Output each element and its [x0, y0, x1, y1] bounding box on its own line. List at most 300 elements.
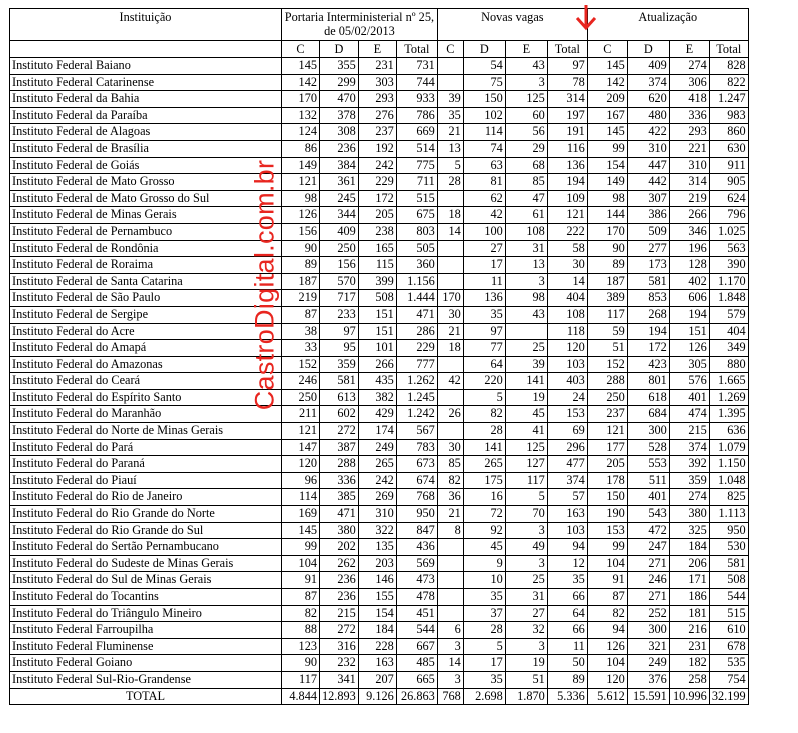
table-cell: 515 — [709, 605, 748, 622]
table-cell: 950 — [709, 522, 748, 539]
institution-name: Instituto Federal Baiano — [10, 58, 282, 75]
table-row — [10, 671, 749, 688]
table-cell: 170 — [282, 91, 320, 108]
table-cell: 35 — [463, 671, 505, 688]
table-cell — [437, 389, 463, 406]
institution-name: Instituto Federal do Sul de Minas Gerais — [10, 572, 282, 589]
table-cell: 154 — [587, 157, 627, 174]
table-cell: 173 — [627, 257, 669, 274]
table-cell: 249 — [358, 439, 396, 456]
table-cell: 277 — [627, 240, 669, 257]
table-cell: 64 — [463, 356, 505, 373]
table-cell: 246 — [282, 373, 320, 390]
institution-name: Instituto Federal de Roraima — [10, 257, 282, 274]
table-cell: 308 — [320, 124, 359, 141]
table-cell: 3 — [437, 671, 463, 688]
table-cell: 535 — [709, 655, 748, 672]
table-cell: 266 — [358, 356, 396, 373]
table-row — [10, 605, 749, 622]
table-cell: 950 — [396, 506, 437, 523]
table-cell: 151 — [669, 323, 709, 340]
table-cell: 60 — [505, 107, 547, 124]
table-cell: 11 — [547, 638, 587, 655]
table-cell: 3 — [505, 74, 547, 91]
table-cell: 31 — [505, 240, 547, 257]
table-cell: 103 — [547, 522, 587, 539]
table-cell: 72 — [463, 506, 505, 523]
table-cell: 167 — [587, 107, 627, 124]
table-cell: 618 — [627, 389, 669, 406]
table-cell: 126 — [282, 207, 320, 224]
table-cell: 471 — [396, 306, 437, 323]
header-subcol: D — [627, 41, 669, 58]
table-cell: 155 — [358, 589, 396, 606]
table-cell: 250 — [587, 389, 627, 406]
table-cell: 422 — [627, 124, 669, 141]
table-cell: 228 — [358, 638, 396, 655]
institution-name: Instituto Federal de Santa Catarina — [10, 273, 282, 290]
table-cell: 1.242 — [396, 406, 437, 423]
table-cell: 61 — [505, 207, 547, 224]
table-cell: 570 — [320, 273, 359, 290]
table-row — [10, 207, 749, 224]
table-cell: 66 — [547, 622, 587, 639]
header-subcol: C — [437, 41, 463, 58]
table-cell: 104 — [587, 555, 627, 572]
table-row — [10, 655, 749, 672]
table-cell: 91 — [282, 572, 320, 589]
table-cell: 310 — [669, 157, 709, 174]
table-cell: 3 — [505, 522, 547, 539]
table-cell: 360 — [396, 257, 437, 274]
table-row — [10, 223, 749, 240]
table-cell: 94 — [547, 539, 587, 556]
institution-name: Instituto Federal do Sertão Pernambucano — [10, 539, 282, 556]
table-cell: 349 — [709, 340, 748, 357]
vacancies-table — [9, 8, 749, 705]
table-cell: 82 — [437, 472, 463, 489]
table-cell: 82 — [282, 605, 320, 622]
institution-name: Instituto Federal de Brasília — [10, 140, 282, 157]
table-body — [10, 58, 749, 705]
table-cell: 232 — [320, 655, 359, 672]
table-cell: 121 — [282, 423, 320, 440]
table-cell: 82 — [587, 605, 627, 622]
table-cell — [437, 539, 463, 556]
table-cell: 544 — [396, 622, 437, 639]
table-cell: 306 — [669, 74, 709, 91]
table-cell: 87 — [282, 589, 320, 606]
table-cell: 389 — [587, 290, 627, 307]
table-cell: 429 — [358, 406, 396, 423]
table-cell: 933 — [396, 91, 437, 108]
table-cell: 346 — [669, 223, 709, 240]
institution-name: Instituto Federal do Paraná — [10, 456, 282, 473]
table-row — [10, 622, 749, 639]
table-cell: 480 — [627, 107, 669, 124]
table-cell: 581 — [709, 555, 748, 572]
table-cell: 314 — [547, 91, 587, 108]
table-cell: 151 — [358, 323, 396, 340]
table-cell: 359 — [669, 472, 709, 489]
table-cell: 265 — [358, 456, 396, 473]
table-cell: 194 — [669, 306, 709, 323]
table-cell: 97 — [547, 58, 587, 75]
table-row — [10, 190, 749, 207]
table-row — [10, 290, 749, 307]
table-cell: 125 — [505, 91, 547, 108]
table-cell: 28 — [437, 174, 463, 191]
table-cell: 860 — [709, 124, 748, 141]
table-cell: 117 — [505, 472, 547, 489]
table-cell: 147 — [282, 439, 320, 456]
table-cell: 508 — [358, 290, 396, 307]
table-cell: 98 — [587, 190, 627, 207]
table-cell: 15.591 — [627, 688, 669, 705]
table-cell: 269 — [358, 489, 396, 506]
table-cell: 150 — [587, 489, 627, 506]
table-cell: 216 — [669, 622, 709, 639]
table-cell: 11 — [463, 273, 505, 290]
table-cell: 624 — [709, 190, 748, 207]
table-cell: 1.870 — [505, 688, 547, 705]
table-cell: 26.863 — [396, 688, 437, 705]
table-row — [10, 174, 749, 191]
table-cell: 63 — [463, 157, 505, 174]
table-cell — [437, 190, 463, 207]
table-cell: 87 — [587, 589, 627, 606]
table-cell: 145 — [282, 58, 320, 75]
table-cell: 128 — [669, 257, 709, 274]
table-cell: 744 — [396, 74, 437, 91]
table-cell: 38 — [282, 323, 320, 340]
table-cell: 543 — [627, 506, 669, 523]
table-cell: 172 — [358, 190, 396, 207]
table-cell: 89 — [547, 671, 587, 688]
table-cell: 37 — [463, 605, 505, 622]
table-cell: 265 — [463, 456, 505, 473]
table-cell: 56 — [505, 124, 547, 141]
table-cell: 90 — [282, 655, 320, 672]
table-cell: 35 — [437, 107, 463, 124]
institution-name: Instituto Federal do Rio Grande do Norte — [10, 506, 282, 523]
table-cell: 194 — [547, 174, 587, 191]
table-row — [10, 489, 749, 506]
table-cell: 250 — [282, 389, 320, 406]
table-cell: 435 — [358, 373, 396, 390]
table-cell: 121 — [587, 423, 627, 440]
table-cell: 983 — [709, 107, 748, 124]
table-cell: 471 — [320, 506, 359, 523]
table-row — [10, 456, 749, 473]
table-cell: 175 — [463, 472, 505, 489]
table-cell: 165 — [358, 240, 396, 257]
table-cell: 310 — [627, 140, 669, 157]
table-cell: 29 — [505, 140, 547, 157]
table-cell: 509 — [627, 223, 669, 240]
table-cell: 630 — [709, 140, 748, 157]
institution-name: Instituto Federal do Amapá — [10, 340, 282, 357]
table-cell: 268 — [627, 306, 669, 323]
table-cell: 21 — [437, 124, 463, 141]
table-cell: 17 — [463, 257, 505, 274]
table-cell: 581 — [320, 373, 359, 390]
table-cell: 233 — [320, 306, 359, 323]
table-cell: 801 — [627, 373, 669, 390]
table-cell: 385 — [320, 489, 359, 506]
table-cell: 27 — [463, 240, 505, 257]
table-cell: 404 — [709, 323, 748, 340]
table-cell: 202 — [320, 539, 359, 556]
table-cell: 236 — [320, 589, 359, 606]
institution-name: Instituto Federal Sul-Rio-Grandense — [10, 671, 282, 688]
table-cell: 5 — [463, 638, 505, 655]
table-cell: 182 — [669, 655, 709, 672]
table-cell: 47 — [505, 190, 547, 207]
table-cell — [437, 273, 463, 290]
table-cell: 154 — [358, 605, 396, 622]
header-subcol: E — [358, 41, 396, 58]
table-cell: 905 — [709, 174, 748, 191]
table-row — [10, 340, 749, 357]
table-cell: 120 — [547, 340, 587, 357]
table-cell: 145 — [587, 124, 627, 141]
table-cell: 374 — [669, 439, 709, 456]
table-cell: 9.126 — [358, 688, 396, 705]
table-cell: 28 — [463, 622, 505, 639]
institution-name: Instituto Federal de Pernambuco — [10, 223, 282, 240]
institution-name: Instituto Federal do Piauí — [10, 472, 282, 489]
table-cell: 675 — [396, 207, 437, 224]
table-cell: 89 — [587, 257, 627, 274]
table-cell: 5.612 — [587, 688, 627, 705]
table-cell: 300 — [627, 423, 669, 440]
table-cell: 544 — [709, 589, 748, 606]
table-cell: 667 — [396, 638, 437, 655]
table-cell: 768 — [437, 688, 463, 705]
table-cell: 401 — [669, 389, 709, 406]
table-cell: 911 — [709, 157, 748, 174]
table-cell: 386 — [627, 207, 669, 224]
table-cell: 847 — [396, 522, 437, 539]
table-cell: 678 — [709, 638, 748, 655]
table-cell: 101 — [358, 340, 396, 357]
table-cell: 245 — [320, 190, 359, 207]
vacancies-table-container — [9, 8, 749, 705]
table-row — [10, 306, 749, 323]
table-cell: 42 — [463, 207, 505, 224]
table-cell: 219 — [282, 290, 320, 307]
table-cell: 374 — [627, 74, 669, 91]
table-cell: 528 — [627, 439, 669, 456]
table-cell: 194 — [627, 323, 669, 340]
institution-name: Instituto Federal do Triângulo Mineiro — [10, 605, 282, 622]
table-cell: 392 — [669, 456, 709, 473]
table-cell: 247 — [627, 539, 669, 556]
table-cell: 293 — [669, 124, 709, 141]
table-cell: 142 — [587, 74, 627, 91]
table-cell: 153 — [547, 406, 587, 423]
table-cell: 141 — [505, 373, 547, 390]
table-cell: 121 — [547, 207, 587, 224]
table-cell: 322 — [358, 522, 396, 539]
table-cell: 1.245 — [396, 389, 437, 406]
table-row — [10, 522, 749, 539]
table-cell: 33 — [282, 340, 320, 357]
table-cell: 3 — [505, 555, 547, 572]
table-cell: 120 — [587, 671, 627, 688]
table-cell: 135 — [358, 539, 396, 556]
table-cell: 321 — [627, 638, 669, 655]
table-cell: 288 — [320, 456, 359, 473]
table-row — [10, 638, 749, 655]
table-cell: 43 — [505, 58, 547, 75]
table-cell: 100 — [463, 223, 505, 240]
table-cell: 606 — [669, 290, 709, 307]
header-subcol: E — [505, 41, 547, 58]
table-cell: 402 — [669, 273, 709, 290]
table-cell: 207 — [358, 671, 396, 688]
table-cell: 42 — [437, 373, 463, 390]
table-cell: 505 — [396, 240, 437, 257]
institution-name: Instituto Federal do Sudeste de Minas Gerais — [10, 555, 282, 572]
table-cell: 271 — [627, 555, 669, 572]
table-cell: 237 — [587, 406, 627, 423]
table-cell: 151 — [358, 306, 396, 323]
table-cell: 26 — [437, 406, 463, 423]
table-cell: 359 — [320, 356, 359, 373]
table-cell: 288 — [587, 373, 627, 390]
table-cell: 104 — [282, 555, 320, 572]
table-cell: 121 — [282, 174, 320, 191]
table-cell — [437, 423, 463, 440]
table-cell: 97 — [463, 323, 505, 340]
table-cell: 88 — [282, 622, 320, 639]
table-cell: 242 — [358, 472, 396, 489]
table-cell: 25 — [505, 340, 547, 357]
table-cell: 99 — [587, 140, 627, 157]
table-cell: 132 — [282, 107, 320, 124]
table-cell: 409 — [627, 58, 669, 75]
table-cell — [437, 240, 463, 257]
table-cell: 21 — [437, 506, 463, 523]
table-cell: 238 — [358, 223, 396, 240]
table-cell: 1.262 — [396, 373, 437, 390]
table-cell: 35 — [463, 589, 505, 606]
table-cell: 474 — [669, 406, 709, 423]
table-cell: 187 — [587, 273, 627, 290]
table-cell: 249 — [627, 655, 669, 672]
table-cell: 10 — [463, 572, 505, 589]
table-cell: 62 — [463, 190, 505, 207]
table-cell: 355 — [320, 58, 359, 75]
table-row — [10, 539, 749, 556]
header-novas-vagas: Novas vagas — [437, 9, 587, 41]
table-cell: 229 — [358, 174, 396, 191]
table-cell: 310 — [358, 506, 396, 523]
table-cell: 77 — [463, 340, 505, 357]
institution-name: Instituto Federal da Paraíba — [10, 107, 282, 124]
table-cell: 711 — [396, 174, 437, 191]
table-cell: 27 — [505, 605, 547, 622]
watermark-text: CastroDigital.com.br — [249, 159, 280, 411]
table-cell: 99 — [282, 539, 320, 556]
table-cell: 314 — [669, 174, 709, 191]
table-cell: 86 — [282, 140, 320, 157]
table-cell: 69 — [547, 423, 587, 440]
table-cell: 18 — [437, 207, 463, 224]
table-cell: 205 — [358, 207, 396, 224]
table-cell: 115 — [358, 257, 396, 274]
watermark — [245, 135, 285, 435]
table-cell: 303 — [358, 74, 396, 91]
table-cell: 41 — [505, 423, 547, 440]
table-row — [10, 589, 749, 606]
table-cell: 447 — [627, 157, 669, 174]
table-cell: 316 — [320, 638, 359, 655]
table-cell: 515 — [396, 190, 437, 207]
table-cell: 90 — [587, 240, 627, 257]
table-cell: 613 — [320, 389, 359, 406]
table-cell: 236 — [320, 572, 359, 589]
table-cell: 94 — [587, 622, 627, 639]
table-cell: 231 — [358, 58, 396, 75]
table-cell: 236 — [320, 140, 359, 157]
table-cell: 5 — [463, 389, 505, 406]
institution-name: Instituto Federal do Amazonas — [10, 356, 282, 373]
table-cell: 246 — [627, 572, 669, 589]
table-cell: 126 — [587, 638, 627, 655]
table-cell: 237 — [358, 124, 396, 141]
table-cell — [505, 323, 547, 340]
header-subcol: C — [282, 41, 320, 58]
table-cell: 57 — [547, 489, 587, 506]
table-cell: 579 — [709, 306, 748, 323]
table-cell: 478 — [396, 589, 437, 606]
table-cell: 75 — [463, 74, 505, 91]
table-cell: 19 — [505, 389, 547, 406]
table-cell: 45 — [505, 406, 547, 423]
institution-name: Instituto Federal de Alagoas — [10, 124, 282, 141]
table-cell: 299 — [320, 74, 359, 91]
institution-name: Instituto Federal de Mato Grosso do Sul — [10, 190, 282, 207]
table-row — [10, 240, 749, 257]
table-cell: 3 — [437, 638, 463, 655]
table-cell: 70 — [505, 506, 547, 523]
table-row — [10, 257, 749, 274]
table-cell: 31 — [505, 589, 547, 606]
table-cell: 1.025 — [709, 223, 748, 240]
table-cell: 10.996 — [669, 688, 709, 705]
table-row — [10, 373, 749, 390]
table-cell: 5.336 — [547, 688, 587, 705]
table-cell: 43 — [505, 306, 547, 323]
table-cell: 66 — [547, 589, 587, 606]
table-cell: 24 — [547, 389, 587, 406]
table-cell: 1.079 — [709, 439, 748, 456]
table-cell: 286 — [396, 323, 437, 340]
table-cell: 108 — [547, 306, 587, 323]
table-cell: 470 — [320, 91, 359, 108]
table-cell: 336 — [669, 107, 709, 124]
table-cell: 380 — [669, 506, 709, 523]
table-cell: 146 — [358, 572, 396, 589]
table-cell: 153 — [587, 522, 627, 539]
table-cell: 266 — [669, 207, 709, 224]
table-cell: 142 — [282, 74, 320, 91]
table-cell: 563 — [709, 240, 748, 257]
total-label: TOTAL — [10, 688, 282, 705]
